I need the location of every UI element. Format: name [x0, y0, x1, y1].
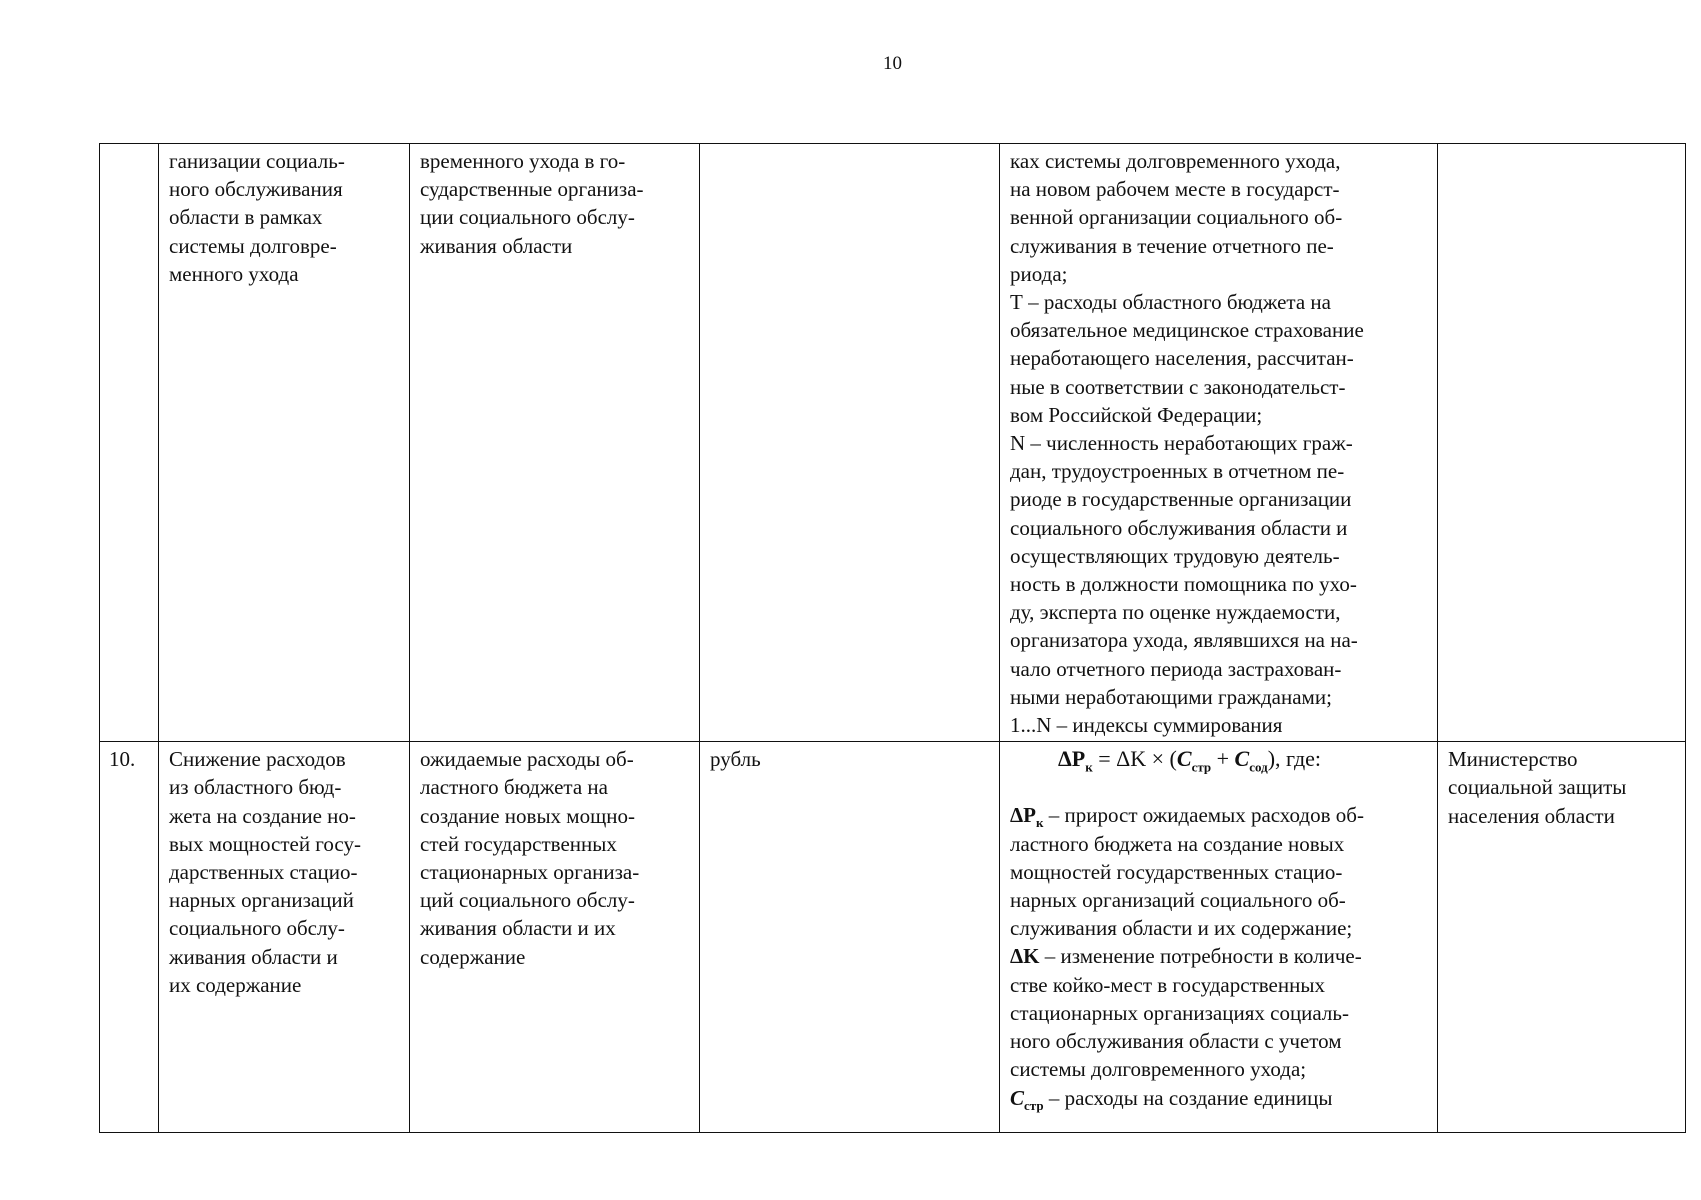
- responsible-cell: [1438, 144, 1686, 742]
- method-text-line: дан, трудоустроенных в отчетном пе-: [1010, 459, 1345, 484]
- method-definition-line: стационарных организациях социаль-: [1010, 1000, 1349, 1025]
- indicator-text-line: из областного бюд-: [169, 775, 342, 800]
- method-definition-line: ΔK – изменение потребности в количе-: [1010, 944, 1362, 969]
- indicator-text-line: жета на создание но-: [169, 803, 356, 828]
- table-row: [100, 144, 1686, 742]
- responsible-text-line: Министерство: [1448, 747, 1578, 772]
- method-text-line: чало отчетного периода застрахован-: [1010, 656, 1342, 681]
- description-text-line: сударственные организа-: [420, 177, 644, 202]
- method-definition-line: ного обслуживания области с учетом: [1010, 1029, 1342, 1054]
- description-text-line: стационарных организа-: [420, 860, 640, 885]
- method-text-line: ными неработающими гражданами;: [1010, 684, 1332, 709]
- method-definition-line: стве койко-мест в государственных: [1010, 972, 1325, 997]
- indicator-text-line: Снижение расходов: [169, 747, 346, 772]
- page-number: 10: [883, 53, 902, 74]
- method-definition-line: $C_{стр}$ – расходы на создание единицы: [1010, 1085, 1333, 1113]
- row-number-cell: [100, 144, 159, 742]
- method-definition-line: мощностей государственных стацио-: [1010, 859, 1343, 884]
- unit-text: рубль: [710, 747, 761, 772]
- method-text-line: обязательное медицинское страхование: [1010, 318, 1364, 343]
- responsible-text-line: населения области: [1448, 803, 1615, 828]
- method-text-line: вом Российской Федерации;: [1010, 402, 1263, 427]
- method-text-line: служивания в течение отчетного пе-: [1010, 233, 1334, 258]
- description-text-line: создание новых мощно-: [420, 803, 635, 828]
- row-number: 10.: [109, 747, 136, 772]
- method-text-line: Т – расходы областного бюджета на: [1010, 290, 1331, 315]
- method-text-line: ду, эксперта по оценке нуждаемости,: [1010, 600, 1341, 625]
- indicator-cell: [159, 144, 410, 742]
- formula: $\Delta P_к = \Delta K \times (C_{стр} + C_{сод})$, где:: [1057, 746, 1322, 775]
- method-cell: [1000, 144, 1438, 742]
- description-text-line: ции социального обслу-: [420, 205, 635, 230]
- indicator-text-line: ного обслуживания: [169, 177, 343, 202]
- unit-cell: [700, 742, 1000, 1133]
- indicator-text-line: нарных организаций: [169, 888, 354, 913]
- method-definition-line: ластного бюджета на создание новых: [1010, 831, 1345, 856]
- indicators-table: [99, 143, 1686, 1133]
- description-cell: [410, 144, 700, 742]
- description-text-line: содержание: [420, 944, 526, 969]
- table-row: [100, 742, 1686, 1133]
- method-definition-line: системы долговременного ухода;: [1010, 1057, 1307, 1082]
- method-text-line: социального обслуживания области и: [1010, 515, 1348, 540]
- indicator-text-line: дарственных стацио-: [169, 860, 358, 885]
- description-text-line: ций социального обслу-: [420, 888, 635, 913]
- description-cell: [410, 742, 700, 1133]
- method-text-line: ность в должности помощника по ухо-: [1010, 572, 1357, 597]
- indicator-cell: [159, 742, 410, 1133]
- description-text-line: живания области и их: [420, 916, 616, 941]
- method-text-line: риода;: [1010, 261, 1068, 286]
- method-text-line: 1...N – индексы суммирования: [1010, 713, 1283, 738]
- method-text-line: на новом рабочем месте в государст-: [1010, 177, 1340, 202]
- indicator-text-line: менного ухода: [169, 261, 299, 286]
- method-definition-line: нарных организаций социального об-: [1010, 888, 1346, 913]
- method-text-line: риоде в государственные организации: [1010, 487, 1352, 512]
- method-text-line: осуществляющих трудовую деятель-: [1010, 543, 1340, 568]
- method-text-line: организатора ухода, являвшихся на на-: [1010, 628, 1358, 653]
- method-text-line: ках системы долговременного ухода,: [1010, 149, 1341, 173]
- method-text-line: неработающего населения, рассчитан-: [1010, 346, 1354, 371]
- method-text-line: венной организации социального об-: [1010, 205, 1343, 230]
- indicator-text-line: системы долговре-: [169, 233, 337, 258]
- method-definition-line: служивания области и их содержание;: [1010, 916, 1353, 941]
- description-text-line: живания области: [420, 233, 573, 258]
- method-definition-line: $\Delta P_к$ – прирост ожидаемых расходов об-: [1010, 803, 1364, 831]
- unit-cell: [700, 144, 1000, 742]
- indicator-text-line: живания области и: [169, 944, 338, 969]
- description-text-line: временного ухода в го-: [420, 149, 626, 173]
- description-text-line: ожидаемые расходы об-: [420, 747, 634, 772]
- indicator-text-line: вых мощностей госу-: [169, 831, 361, 856]
- method-text-line: N – численность неработающих граж-: [1010, 431, 1353, 456]
- responsible-text-line: социальной защиты: [1448, 775, 1627, 800]
- indicator-text-line: области в рамках: [169, 205, 323, 230]
- indicator-text-line: социального обслу-: [169, 916, 345, 941]
- row-number-cell: [100, 742, 159, 1133]
- description-text-line: ластного бюджета на: [420, 775, 608, 800]
- responsible-cell: [1438, 742, 1686, 1133]
- description-text-line: стей государственных: [420, 831, 617, 856]
- method-text-line: ные в соответствии с законодательст-: [1010, 374, 1346, 399]
- indicator-text-line: ганизации социаль-: [169, 149, 345, 173]
- indicator-text-line: их содержание: [169, 972, 302, 997]
- method-cell: [1000, 742, 1438, 1133]
